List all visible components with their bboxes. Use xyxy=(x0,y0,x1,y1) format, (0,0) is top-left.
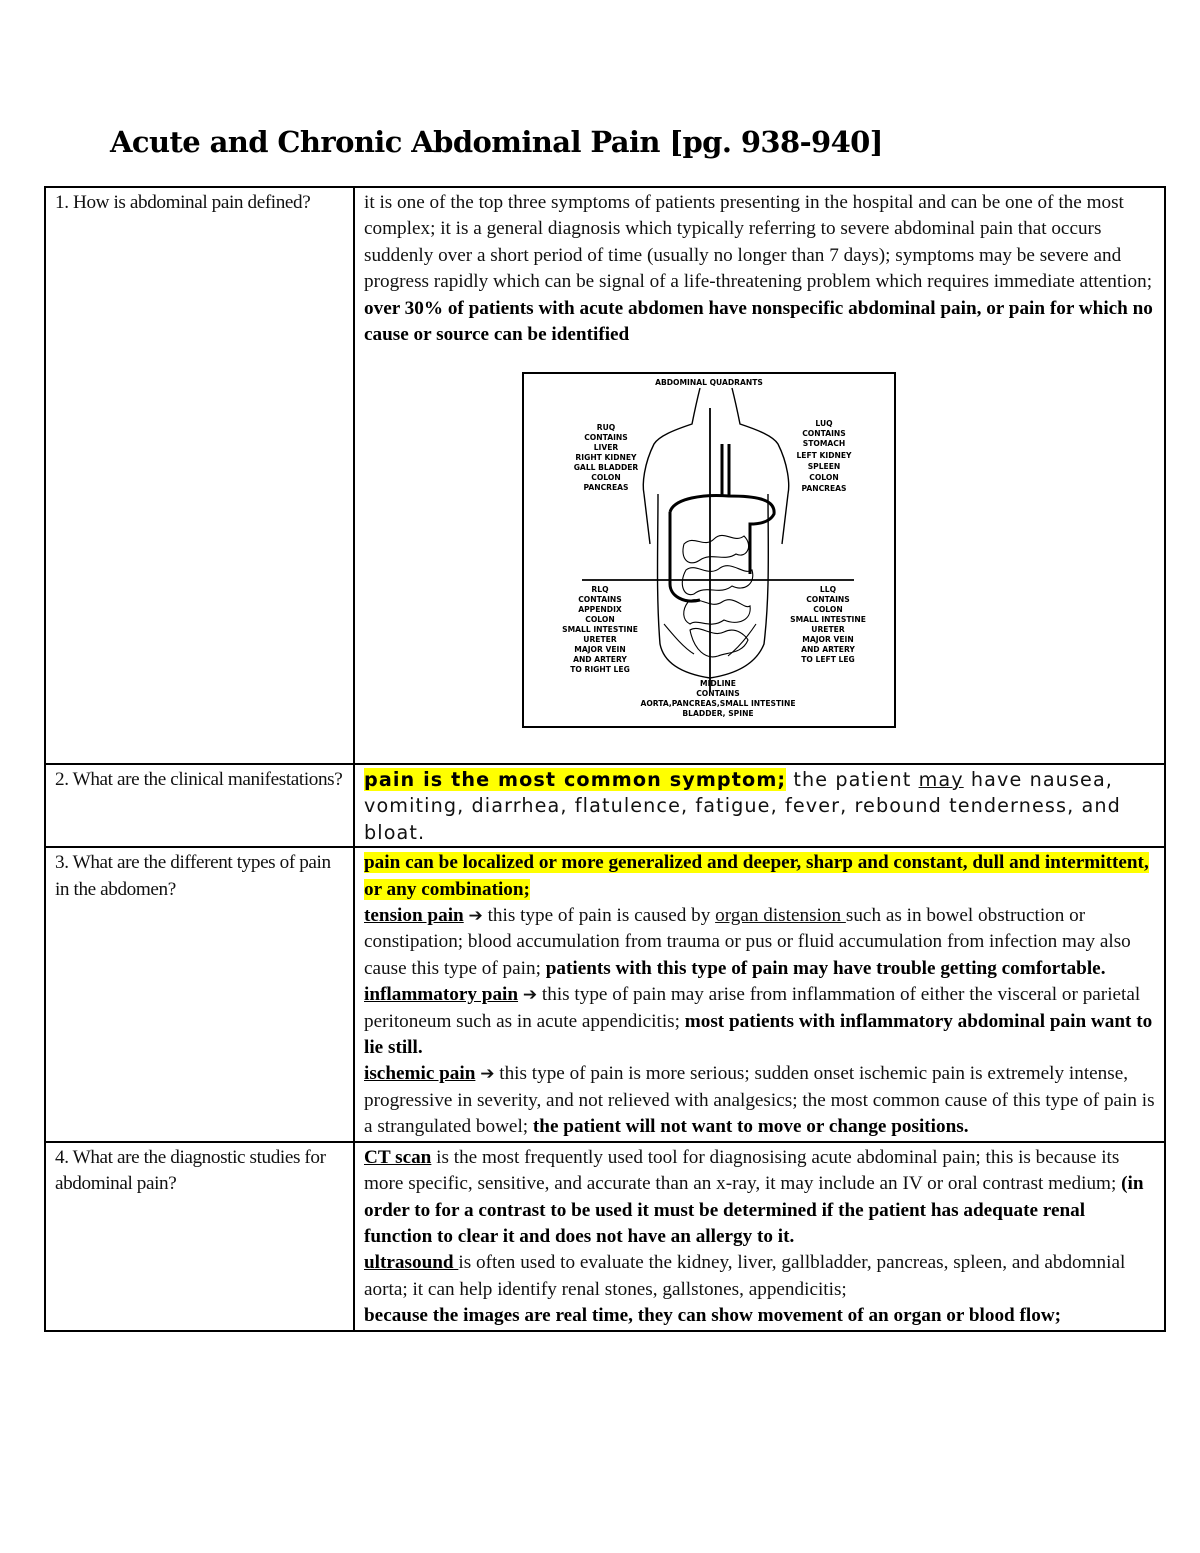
svg-text:COLON: COLON xyxy=(809,473,839,483)
svg-text:LUQ: LUQ xyxy=(815,419,833,429)
midline-label-group xyxy=(640,679,795,718)
figure-title: ABDOMINAL QUADRANTS xyxy=(655,378,763,388)
svg-text:MAJOR VEIN: MAJOR VEIN xyxy=(802,635,854,645)
ruq-label-group xyxy=(574,423,639,492)
question-cell: 4. What are the diagnostic studies for abdominal pain? xyxy=(45,1142,354,1331)
svg-text:PANCREAS: PANCREAS xyxy=(801,484,847,494)
svg-text:COLON: COLON xyxy=(591,473,621,483)
stomach-colon-outline xyxy=(670,444,774,601)
answer-text: this type of pain is more serious; sudden onset ischemic pain is extremely intense, progressive in severity, and not relieved with analgesics; the most common cause of this type of pain is a strangulated bowel; xyxy=(364,1063,1155,1138)
svg-text:SMALL INTESTINE: SMALL INTESTINE xyxy=(790,615,866,625)
svg-text:RUQ: RUQ xyxy=(596,423,616,433)
answer-bold-text: over 30% of patients with acute abdomen have nonspecific abdominal pain, or pain for which no cause or source can be identified xyxy=(364,297,1153,346)
answer-bold-text: the patient will not want to move or change positions. xyxy=(532,1116,969,1138)
answer-text: such as in bowel obstruction or constipation; blood accumulation from trauma or pus or fluid accumulation from infection may also cause this type of pain; xyxy=(364,905,1131,979)
answer-text: is the most frequently used tool for diagnosising acute abdominal pain; this is because its more specific, sensitive, and accurate than an x-ray, it may include an IV or oral contrast medium; xyxy=(364,1146,1120,1195)
answer-cell xyxy=(354,847,1165,1141)
answer-text: this type of pain may arise from inflammation of either the visceral or parietal peritoneum such as in acute appendicitis; xyxy=(364,984,1141,1032)
svg-text:CONTAINS: CONTAINS xyxy=(806,595,850,605)
svg-text:AND ARTERY: AND ARTERY xyxy=(801,645,855,655)
page-title: Acute and Chronic Abdominal Pain [pg. 938-940] xyxy=(110,125,883,159)
answer-cell xyxy=(354,764,1165,847)
table-row xyxy=(45,764,1165,847)
rlq-label-group xyxy=(562,585,638,674)
ct-scan-term: CT scan xyxy=(364,1146,432,1168)
svg-text:BLADDER, SPINE: BLADDER, SPINE xyxy=(682,709,754,719)
svg-text:SPLEEN: SPLEEN xyxy=(807,462,841,472)
highlighted-text: pain is the most common symptom; xyxy=(364,768,787,791)
underlined-text: organ distension xyxy=(715,905,846,927)
qa-table xyxy=(44,186,1166,1332)
question-cell: 3. What are the different types of pain in the abdomen? xyxy=(45,847,354,1141)
svg-text:RLQ: RLQ xyxy=(591,585,609,595)
svg-text:LEFT KIDNEY: LEFT KIDNEY xyxy=(796,451,852,461)
tension-pain-term: tension pain xyxy=(364,905,464,927)
svg-text:CONTAINS: CONTAINS xyxy=(802,429,846,439)
svg-text:CONTAINS: CONTAINS xyxy=(578,595,622,605)
luq-label-group xyxy=(796,419,852,493)
question-cell: 1. How is abdominal pain defined? xyxy=(45,187,354,764)
svg-text:CONTAINS: CONTAINS xyxy=(696,689,740,699)
answer-cell xyxy=(354,1142,1165,1331)
svg-text:CONTAINS: CONTAINS xyxy=(584,433,628,443)
svg-text:COLON: COLON xyxy=(813,605,843,615)
svg-text:LLQ: LLQ xyxy=(819,585,837,595)
svg-text:RIGHT KIDNEY: RIGHT KIDNEY xyxy=(575,453,637,463)
answer-bold-text: most patients with inflammatory abdominal pain want to lie still. xyxy=(364,1010,1153,1059)
svg-text:PANCREAS: PANCREAS xyxy=(583,483,629,493)
answer-text: this type of pain is caused by xyxy=(487,905,711,927)
answer-text: is often used to evaluate the kidney, liver, gallbladder, pancreas, spleen, and abdomnial aorta; it can help identify renal stones, gallstones, appendicitis; xyxy=(364,1252,1126,1300)
underlined-text: may xyxy=(918,768,964,791)
highlighted-text: pain can be localized or more generalized and deeper, sharp and constant, dull and intermittent, or any combination; xyxy=(364,852,1149,900)
arrow-right-icon: ➔ xyxy=(522,985,538,1006)
answer-bold-text: patients with this type of pain may have trouble getting comfortable. xyxy=(545,957,1106,979)
svg-text:TO LEFT LEG: TO LEFT LEG xyxy=(801,655,855,665)
answer-bold-text: (in order to for a contrast to be used it must be determined if the patient has adequate renal function to clear it and does not have an allergy to it. xyxy=(364,1173,1144,1247)
svg-text:APPENDIX: APPENDIX xyxy=(578,605,622,615)
svg-text:COLON: COLON xyxy=(585,615,615,625)
abdominal-quadrants-diagram xyxy=(524,374,894,726)
inflammatory-pain-term: inflammatory pain xyxy=(364,984,519,1006)
table-row xyxy=(45,847,1165,1141)
svg-text:MIDLINE: MIDLINE xyxy=(700,679,736,689)
ultrasound-term: ultrasound xyxy=(364,1252,459,1274)
llq-label-group xyxy=(790,585,866,664)
answer-text: the patient xyxy=(793,768,912,791)
answer-cell xyxy=(354,187,1165,764)
answer-bold-text: because the images are real time, they can show movement of an organ or blood flow; xyxy=(364,1305,1062,1327)
svg-text:AORTA,PANCREAS,SMALL INTESTINE: AORTA,PANCREAS,SMALL INTESTINE xyxy=(640,699,796,709)
svg-text:URETER: URETER xyxy=(583,635,617,645)
ischemic-pain-term: ischemic pain xyxy=(364,1063,476,1085)
table-row xyxy=(45,187,1165,764)
svg-text:GALL BLADDER: GALL BLADDER xyxy=(573,463,639,473)
answer-text: it is one of the top three symptoms of patients presenting in the hospital and can be one of the most complex; it is a general diagnosis which typically referring to severe abdominal pain that occurs suddenly over a short period of time (usually no longer than 7 days); symptoms may be severe and progress rapidly which can be signal of a life-threatening problem which requires immediate attention; xyxy=(364,192,1153,293)
svg-text:MAJOR VEIN: MAJOR VEIN xyxy=(574,645,626,655)
question-cell: 2. What are the clinical manifestations? xyxy=(45,764,354,847)
arrow-right-icon: ➔ xyxy=(480,1064,495,1085)
svg-text:SMALL INTESTINE: SMALL INTESTINE xyxy=(562,625,638,635)
svg-text:URETER: URETER xyxy=(811,625,845,635)
svg-text:STOMACH: STOMACH xyxy=(802,439,846,449)
arrow-right-icon: ➔ xyxy=(468,906,483,927)
torso-outline xyxy=(643,388,788,678)
answer-text: have nausea, vomiting, diarrhea, flatulence, fatigue, fever, rebound tenderness, and bloat. xyxy=(364,768,1121,844)
svg-text:LIVER: LIVER xyxy=(593,443,619,453)
svg-text:AND ARTERY: AND ARTERY xyxy=(573,655,627,665)
svg-text:TO RIGHT LEG: TO RIGHT LEG xyxy=(570,665,630,675)
table-row xyxy=(45,1142,1165,1331)
abdominal-quadrants-figure xyxy=(522,372,896,728)
